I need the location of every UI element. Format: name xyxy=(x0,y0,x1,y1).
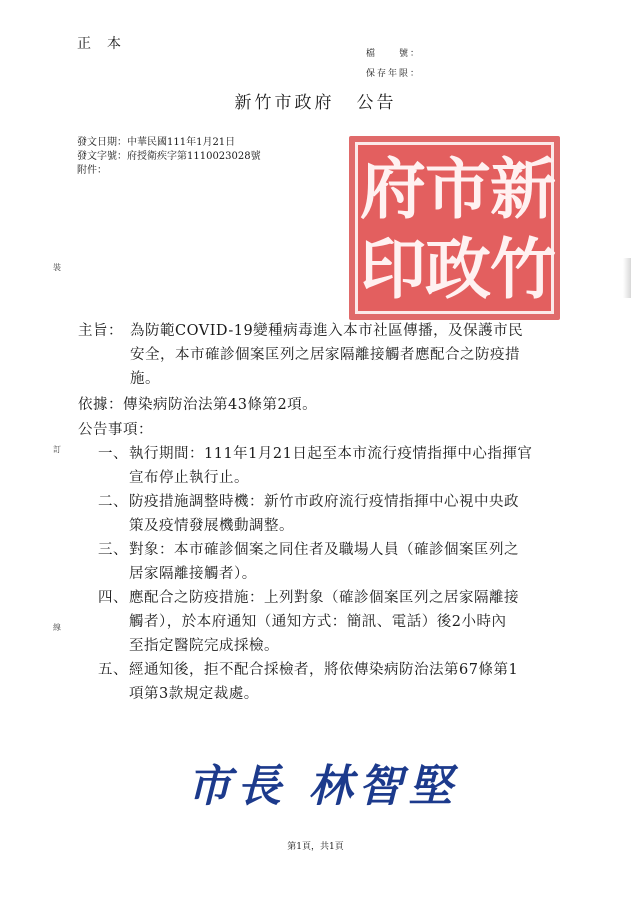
item-line: 經通知後，拒不配合採檢者，將依傳染病防治法第67條第1 xyxy=(129,662,519,678)
seal-char: 政 xyxy=(425,230,491,308)
announcement-items-label: 公告事項： xyxy=(78,422,153,438)
seal-char: 府 xyxy=(360,150,426,228)
margin-mark-bind: 裝 xyxy=(53,263,61,272)
legal-basis: 依據：傳染病防治法第43條第2項。 xyxy=(78,397,318,413)
page-number: 第1頁，共1頁 xyxy=(287,842,344,852)
seal-char: 印 xyxy=(360,230,426,308)
item-line: 防疫措施調整時機：新竹市政府流行疫情指揮中心視中央政 xyxy=(129,494,519,510)
item-number: 三、 xyxy=(98,542,128,558)
item-line: 至指定醫院完成採檢。 xyxy=(129,638,279,654)
item-number: 五、 xyxy=(98,662,128,678)
item-line: 策及疫情發展機動調整。 xyxy=(129,518,294,534)
margin-mark-line: 線 xyxy=(53,623,61,632)
page-fold-shadow xyxy=(623,258,631,298)
item-line: 執行期間：111年1月21日起至本市流行疫情指揮中心指揮官 xyxy=(129,446,533,462)
mayor-name: 林智堅 xyxy=(308,761,459,812)
mayor-signature-stamp xyxy=(187,750,458,814)
title-org: 新竹市政府 xyxy=(234,93,335,113)
item-line: 觸者），於本府通知（通知方式：簡訊、電話）後2小時內 xyxy=(129,614,507,630)
copy-label: 正本 xyxy=(77,36,137,52)
seal-char: 新 xyxy=(490,150,556,228)
official-seal xyxy=(349,136,560,320)
item-line: 對象：本市確診個案之同住者及職場人員（確診個案匡列之 xyxy=(129,542,519,558)
seal-char: 市 xyxy=(425,150,491,228)
page-title xyxy=(0,88,631,113)
official-seal-border xyxy=(355,142,554,314)
attachment-label: 附件： xyxy=(77,165,107,176)
item-line: 居家隔離接觸者）。 xyxy=(129,566,257,582)
issue-number: 發文字號：府授衛疾字第1110023028號 xyxy=(77,151,261,162)
item-number: 一、 xyxy=(98,446,128,462)
item-number: 四、 xyxy=(98,590,128,606)
file-number-label: 檔 號： xyxy=(366,49,422,59)
issue-date: 發文日期：中華民國111年1月21日 xyxy=(77,137,236,148)
retention-label: 保存年限： xyxy=(366,69,422,79)
item-line: 應配合之防疫措施：上列對象（確診個案匡列之居家隔離接 xyxy=(129,590,519,606)
title-doc-type: 公告 xyxy=(356,93,397,113)
subject-line: 安全，本市確診個案匡列之居家隔離接觸者應配合之防疫措 xyxy=(130,347,520,363)
subject-line: 施。 xyxy=(130,371,160,387)
item-number: 二、 xyxy=(98,494,128,510)
item-line: 項第3款規定裁處。 xyxy=(129,686,259,702)
mayor-title: 市長 xyxy=(187,761,287,812)
subject-line: 為防範COVID-19變種病毒進入本市社區傳播，及保護市民 xyxy=(130,323,524,339)
seal-char: 竹 xyxy=(490,230,556,308)
margin-mark-stitch: 訂 xyxy=(53,445,61,454)
subject-label: 主旨： xyxy=(78,323,123,339)
item-line: 宣布停止執行止。 xyxy=(129,470,249,486)
